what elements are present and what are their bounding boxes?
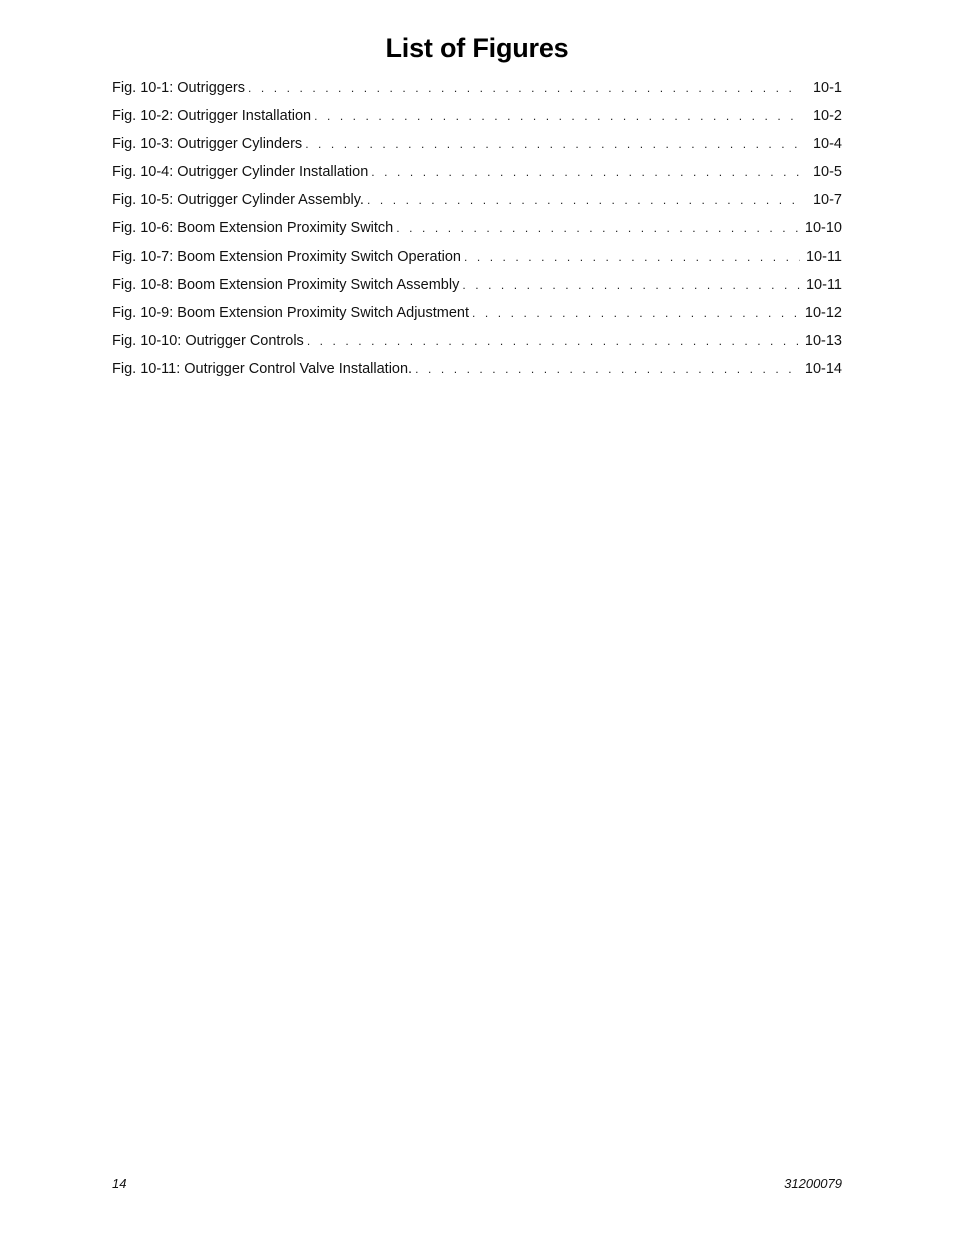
figure-list (112, 78, 842, 387)
figure-entry-page: 10-7 (812, 192, 842, 209)
figure-entry[interactable] (112, 275, 842, 303)
footer-page-number: 14 (112, 1176, 127, 1191)
footer-doc-number: 31200079 (784, 1176, 842, 1191)
figure-entry[interactable] (112, 106, 842, 134)
figure-entry[interactable] (112, 190, 842, 218)
figure-entry-page: 10-1 (812, 80, 842, 96)
dot-leader (305, 134, 800, 154)
figure-entry-label: Fig. 10-1: Outriggers (112, 80, 245, 96)
figure-entry[interactable] (112, 331, 842, 359)
figure-entry[interactable] (112, 247, 842, 275)
page-title: List of Figures (385, 33, 569, 63)
figure-entry-page: 10-12 (804, 304, 842, 321)
dot-leader (314, 106, 800, 126)
dot-leader (396, 218, 799, 238)
figure-entry[interactable] (112, 303, 842, 331)
figure-entry-label: Fig. 10-5: Outrigger Cylinder Assembly. (112, 192, 364, 209)
figure-entry[interactable] (112, 218, 842, 246)
figure-entry-page: 10-13 (804, 332, 842, 349)
figure-entry-page: 10-11 (805, 248, 842, 265)
figure-entry[interactable] (112, 359, 842, 387)
dot-leader (307, 331, 799, 351)
figure-entry-label: Fig. 10-4: Outrigger Cylinder Installation (112, 164, 369, 181)
figure-entry-label: Fig. 10-9: Boom Extension Proximity Switch Adjustment (112, 304, 470, 321)
figure-entry[interactable] (112, 162, 842, 190)
figure-entry-page: 10-11 (805, 276, 842, 293)
figure-entry-page: 10-4 (812, 136, 842, 153)
figure-entry-label: Fig. 10-3: Outrigger Cylinders (112, 136, 303, 153)
figure-entry-label: Fig. 10-2: Outrigger Installation (112, 108, 312, 125)
figure-entry-label: Fig. 10-8: Boom Extension Proximity Switch Assembly (112, 276, 460, 293)
dot-leader (472, 303, 799, 323)
figure-entry-label: Fig. 10-7: Boom Extension Proximity Switch Operation (112, 248, 461, 265)
figure-entry-page: 10-5 (812, 164, 842, 181)
dot-leader (367, 190, 800, 210)
figure-entry-page: 10-2 (812, 108, 842, 125)
dot-leader (462, 275, 800, 295)
figure-entry-label: Fig. 10-11: Outrigger Control Valve Installation. (112, 360, 413, 377)
dot-leader (248, 78, 800, 98)
dot-leader (415, 359, 799, 379)
figure-entry[interactable] (112, 78, 842, 106)
figure-entry-label: Fig. 10-10: Outrigger Controls (112, 332, 304, 349)
dot-leader (371, 162, 800, 182)
figure-entry-page: 10-14 (804, 360, 842, 377)
figure-entry-label: Fig. 10-6: Boom Extension Proximity Switch (112, 220, 394, 237)
dot-leader (464, 247, 800, 267)
figure-entry[interactable] (112, 134, 842, 162)
figure-entry-page: 10-10 (804, 220, 842, 237)
